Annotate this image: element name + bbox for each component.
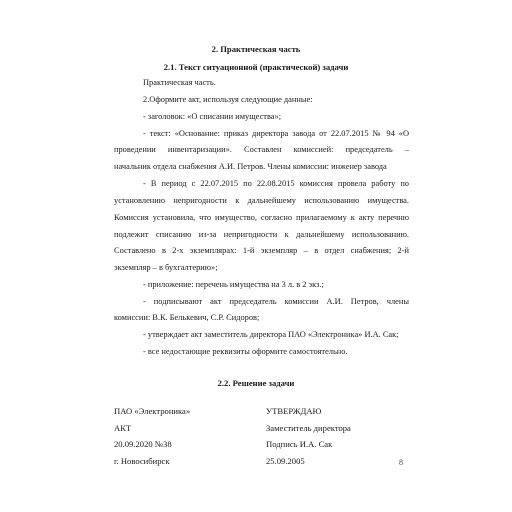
solution-title: 2.2. Решение задачи bbox=[217, 378, 295, 388]
task-line: комиссии: В.К. Белькевич, С.Р. Сидоров; bbox=[114, 313, 260, 322]
task-line: экземпляр – в бухгалтерию»; bbox=[114, 263, 218, 272]
task-line: 2.Оформите акт, используя следующие данные: bbox=[143, 95, 313, 104]
section-title: 2. Практическая часть bbox=[211, 44, 301, 54]
document-place: г. Новосибирск bbox=[114, 456, 170, 466]
approver-position: Заместитель директора bbox=[266, 423, 351, 433]
approval-heading: УТВЕРЖДАЮ bbox=[266, 406, 322, 416]
page-number: 8 bbox=[399, 458, 403, 467]
task-line: Составлено в 2-х экземплярах: 1-й экземпляр – в отдел снабжения; 2-й bbox=[114, 246, 409, 255]
task-line: установлению непригодности к дальнейшему использованию имущества. bbox=[114, 196, 409, 205]
document-date-number: 20.09.2020 №38 bbox=[114, 439, 172, 449]
task-line: - утверждает акт заместитель директора ПАО «Электроника» И.А. Сак; bbox=[143, 330, 399, 339]
task-line: подлежит списанию из-за непригодности к дальнейшему использованию. bbox=[114, 230, 409, 239]
task-line: - приложение: перечень имущества на 3 л. в 2 экз.; bbox=[143, 280, 324, 289]
task-line: - все недостающие реквизиты оформите самостоятельно. bbox=[143, 347, 348, 356]
task-line: проведении инвентаризации». Составлен комиссией: председатель – bbox=[114, 145, 409, 154]
organization-name: ПАО «Электроника» bbox=[114, 406, 191, 416]
task-line: - заголовок: «О списании имущества»; bbox=[143, 112, 282, 121]
document-type: АКТ bbox=[114, 423, 132, 433]
task-line: начальник отдела снабжения А.И. Петров. Члены комиссии: инженер завода bbox=[114, 162, 387, 171]
task-line: Практическая часть. bbox=[143, 78, 216, 87]
task-line: Комиссия установила, что имущество, согласно прилагаемому к акту перечню bbox=[114, 213, 409, 222]
task-line: - подписывают акт председатель комиссии А.И. Петров, члены bbox=[143, 297, 409, 306]
approval-date: 25.09.2005 bbox=[266, 456, 305, 466]
subsection-title: 2.1. Текст ситуационной (практической) задачи bbox=[163, 62, 349, 72]
approver-signature: Подпись И.А. Сак bbox=[266, 439, 333, 449]
task-line: - текст: «Основание: приказ директора завода от 22.07.2015 № 94 «О bbox=[143, 129, 409, 138]
task-line: - В период с 22.07.2015 по 22.08.2015 комиссия провела работу по bbox=[143, 179, 409, 188]
